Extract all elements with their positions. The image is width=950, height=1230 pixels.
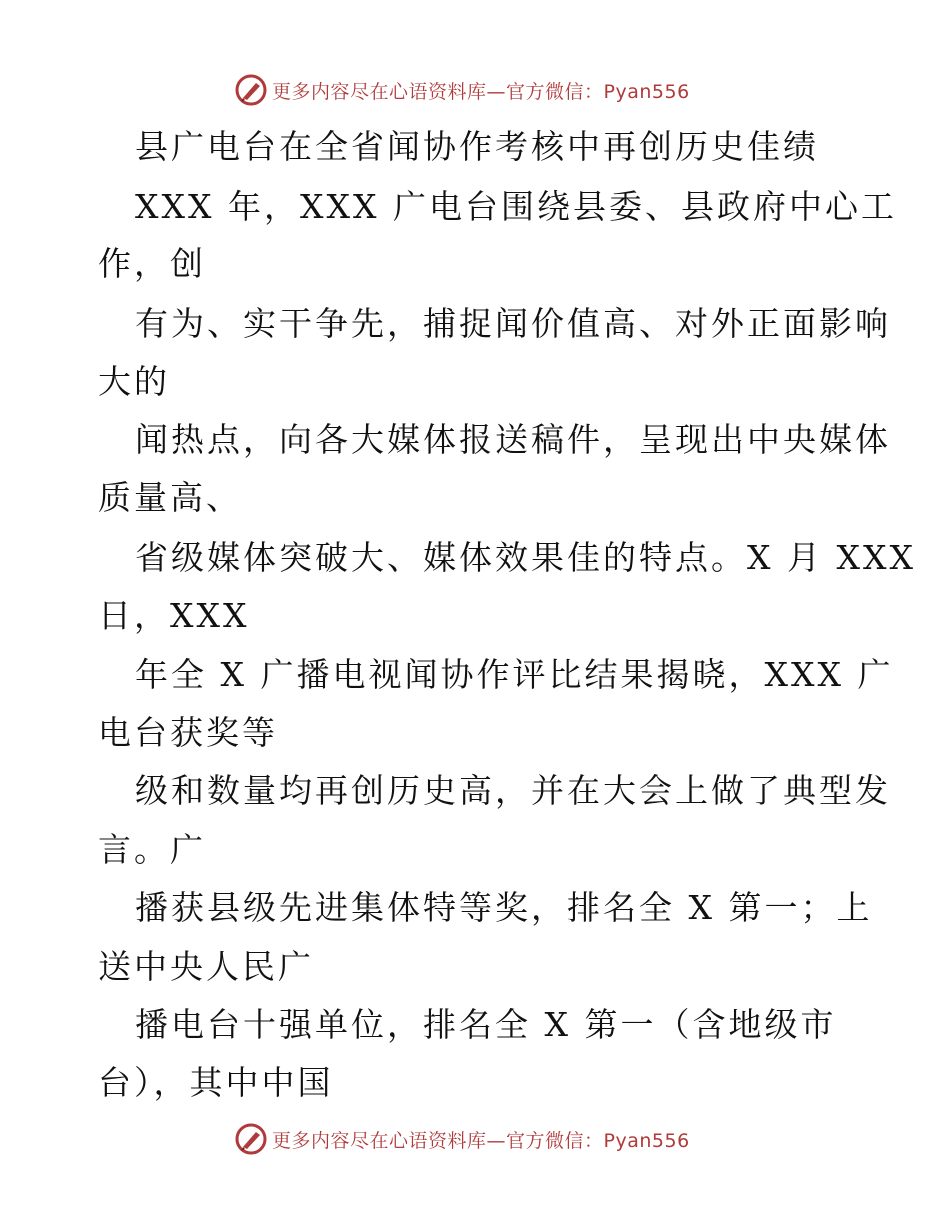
text-line: XXX 年，XXX 广电台围绕县委、县政府中心工 [135, 187, 897, 226]
text-line: 闻热点，向各大媒体报送稿件，呈现出中央媒体 [135, 420, 891, 459]
text-line: 台），其中中国 [98, 1063, 334, 1102]
watermark-banner-bottom [234, 1119, 734, 1159]
text-line: 年全 X 广播电视闻协作评比结果揭晓，XXX 广 [135, 655, 894, 694]
text-line: 日，XXX [98, 596, 250, 635]
text-line: 省级媒体突破大、媒体效果佳的特点。X 月 XXX [135, 538, 916, 577]
text-line: 大的 [98, 362, 170, 401]
text-line: 质量高、 [98, 478, 242, 517]
watermark-banner-top [234, 70, 734, 110]
text-line: 播获县级先进集体特等奖，排名全 X 第一；上 [135, 888, 873, 927]
text-line: 播电台十强单位，排名全 X 第一（含地级市 [135, 1005, 837, 1044]
watermark-text: 更多内容尽在心语资料库—官方微信：Pyan556 [272, 80, 690, 103]
text-line: 级和数量均再创历史高，并在大会上做了典型发 [135, 771, 891, 810]
text-line: 作，创 [98, 244, 206, 283]
text-line: 言。广 [98, 830, 206, 869]
text-line: 有为、实干争先，捕捉闻价值高、对外正面影响 [135, 304, 891, 343]
quill-pen-logo-icon [234, 1122, 268, 1156]
quill-pen-logo-icon [234, 73, 268, 107]
article-title: 县广电台在全省闻协作考核中再创历史佳绩 [135, 127, 819, 166]
text-line: 送中央人民广 [98, 947, 314, 986]
watermark-text: 更多内容尽在心语资料库—官方微信：Pyan556 [272, 1129, 690, 1152]
text-line: 电台获奖等 [98, 713, 278, 752]
